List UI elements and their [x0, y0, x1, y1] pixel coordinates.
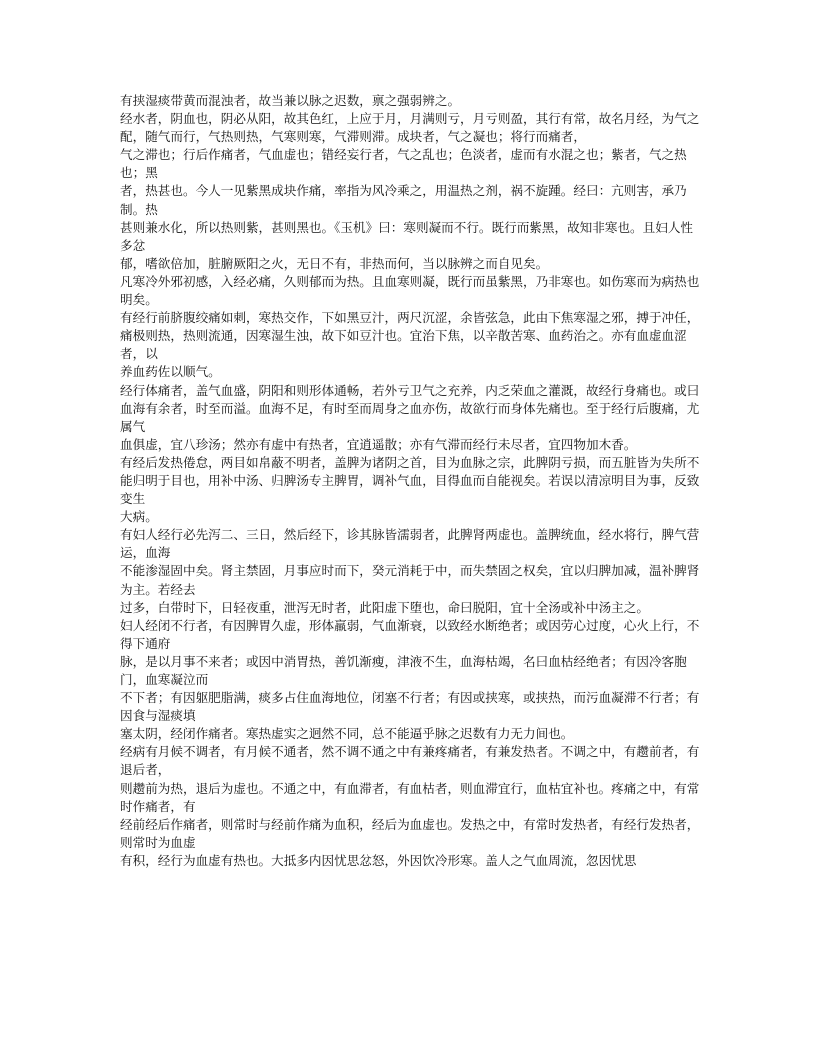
text-line: 者，热甚也。今人一见紫黑成块作痛，率指为风冷乘之，用温热之剂，祸不旋踵。经曰：亢则害，承乃制。热: [120, 183, 687, 217]
text-line: 有经行前脐腹绞痛如刺，寒热交作，下如黑豆汁，两尺沉涩，余皆弦急，此由下焦寒湿之邪，搏于冲任，: [120, 310, 700, 326]
text-line: 经行体痛者，盖气血盛，阴阳和则形体通畅，若外亏卫气之充养，内乏荣血之灌溉，故经行身痛也。或曰: [120, 382, 700, 398]
text-line: 凡寒冷外邪初感，入经必痛，久则郁而为热。且血寒则凝，既行而虽紫黑，乃非寒也。如伤寒而为病热也明矣。: [120, 273, 700, 308]
document-page: [120, 92, 700, 870]
text-line: 血海有余者，时至而溢。血海不足，有时至而周身之血亦伤，故欲行而身体先痛也。至于经行后腹痛，尤属气: [120, 400, 700, 434]
text-line: 经前经后作痛者，则常时与经前作痛为血积，经后为血虚也。发热之中，有常时发热者，有经行发热者，则常时为血虚: [120, 816, 700, 850]
text-line: 脉，是以月事不来者；或因中消胃热，善饥渐瘦，津液不生，血海枯竭，名曰血枯经绝者；有因冷客胞门，血寒凝泣而: [120, 653, 687, 687]
text-line: 气之滞也；行后作痛者，气血虚也；错经妄行者，气之乱也；色淡者，虚而有水混之也；紫者，气之热也；黑: [120, 147, 687, 181]
text-line: 则趱前为热，退后为虚也。不通之中，有血滞者，有血枯者，则血滞宜行，血枯宜补也。疼痛之中，有常时作痛者，有: [120, 780, 700, 814]
text-line: 妇人经闭不行者，有因脾胃久虚，形体羸弱，气血渐衰，以致经水断绝者；或因劳心过度，心火上行，不得下通府: [120, 617, 700, 651]
text-line: 痛极则热，热则流通，因寒湿生浊，故下如豆汁也。宜治下焦，以辛散苦寒、血药治之。亦有血虚血涩者，以: [120, 328, 687, 362]
text-line: 有经后发热倦怠，两目如帛蔽不明者，盖脾为诸阴之首，目为血脉之宗，此脾阴亏损，而五脏皆为失所不: [120, 454, 700, 470]
text-line: 不下者；有因躯肥脂满，痰多占住血海地位，闭塞不行者；有因或挟寒，或挟热，而污血凝滞不行者；有因食与湿痰填: [120, 690, 700, 724]
text-line: 甚则兼水化，所以热则紫，甚则黑也。《玉机》曰：寒则凝而不行。既行而紫黑，故知非寒也。且妇人性多忿: [120, 219, 694, 253]
text-line: 有挟湿痰带黄而混浊者，故当兼以脉之迟数，禀之强弱辨之。: [120, 93, 461, 108]
text-line: 郁，嗜欲倍加，脏腑厥阳之火，无日不有，非热而何，当以脉辨之而自见矣。: [120, 255, 549, 271]
text-line: 塞太阴，经闭作痛者。寒热虚实之迥然不同，总不能逼乎脉之迟数有力无力间也。: [120, 726, 574, 742]
text-line: 养血药佐以顺气。: [120, 364, 221, 380]
text-line: 经水者，阴血也，阴必从阳，故其色红，上应于月，月满则亏，月亏则盈，其行有常，故名月经，为气之: [120, 111, 700, 127]
text-line: 血俱虚，宜八珍汤；然亦有虚中有热者，宜逍遥散；亦有气滞而经行未尽者，宜四物加木香。: [120, 436, 637, 452]
text-line: 过多，白带时下，日轻夜重，泄泻无时者，此阳虚下堕也，命曰脱阳，宜十全汤或补中汤主之。: [120, 599, 649, 615]
text-line: 有积，经行为血虚有热也。大抵多内因忧思忿怒，外因饮冷形寒。盖人之气血周流，忽因忧思: [120, 852, 637, 868]
text-line: 能归明于目也，用补中汤、归脾汤专主脾胃，调补气血，目得血而自能视矣。若误以清凉明目为事，反致变生: [120, 472, 700, 507]
text-line: 配，随气而行，气热则热，气寒则寒，气滞则滞。成块者，气之凝也；将行而痛者，: [120, 129, 586, 145]
text-line: 有妇人经行必先泻二、三日，然后经下，诊其脉皆濡弱者，此脾肾两虚也。盖脾统血，经水将行，脾气营运，血海: [120, 527, 700, 561]
text-line: 不能渗湿固中矣。肾主禁固，月事应时而下，癸元消耗于中，而失禁固之权矣，宜以归脾加减，温补脾肾为主。若经去: [120, 563, 700, 597]
text-line: 大病。: [120, 509, 158, 525]
text-line: 经病有月候不调者，有月候不通者，然不调不通之中有兼疼痛者，有兼发热者。不调之中，有趱前者，有退后者，: [120, 744, 700, 778]
